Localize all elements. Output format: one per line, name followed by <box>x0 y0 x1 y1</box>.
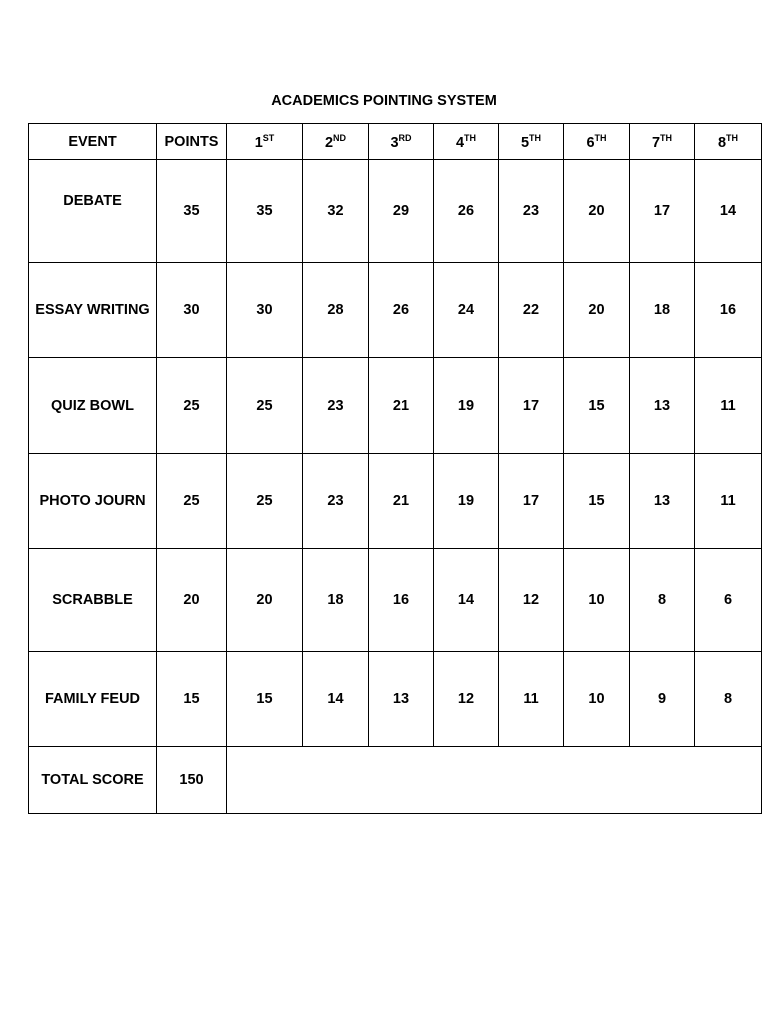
place-value: 18 <box>630 263 695 358</box>
event-points: 25 <box>157 454 227 549</box>
place-value: 18 <box>303 549 369 652</box>
place-value: 11 <box>695 358 762 454</box>
place-value: 29 <box>369 160 434 263</box>
place-value: 16 <box>695 263 762 358</box>
place-value: 10 <box>564 652 630 747</box>
event-points: 15 <box>157 652 227 747</box>
place-value: 23 <box>499 160 564 263</box>
event-name: SCRABBLE <box>29 549 157 652</box>
place-value: 14 <box>695 160 762 263</box>
document-title: ACADEMICS POINTING SYSTEM <box>271 93 497 109</box>
event-name: QUIZ BOWL <box>29 358 157 454</box>
table-row <box>29 263 762 358</box>
place-value: 21 <box>369 358 434 454</box>
place-value: 20 <box>564 160 630 263</box>
place-value: 10 <box>564 549 630 652</box>
total-row <box>29 747 762 814</box>
place-value: 19 <box>434 454 499 549</box>
place-value: 26 <box>369 263 434 358</box>
place-value: 15 <box>564 358 630 454</box>
event-points: 35 <box>157 160 227 263</box>
place-value: 15 <box>564 454 630 549</box>
place-value: 23 <box>303 358 369 454</box>
event-name: FAMILY FEUD <box>29 652 157 747</box>
place-value: 6 <box>695 549 762 652</box>
header-place-3: 3RD <box>369 124 434 160</box>
table-row <box>29 652 762 747</box>
header-place-1: 1ST <box>227 124 303 160</box>
event-points: 25 <box>157 358 227 454</box>
place-value: 13 <box>630 454 695 549</box>
event-name: ESSAY WRITING <box>29 263 157 358</box>
place-value: 11 <box>695 454 762 549</box>
table-row <box>29 549 762 652</box>
pointing-table <box>28 123 762 814</box>
header-event: EVENT <box>29 124 157 160</box>
place-value: 22 <box>499 263 564 358</box>
place-value: 11 <box>499 652 564 747</box>
place-value: 26 <box>434 160 499 263</box>
event-points: 30 <box>157 263 227 358</box>
place-value: 17 <box>499 454 564 549</box>
place-value: 13 <box>369 652 434 747</box>
place-value: 17 <box>499 358 564 454</box>
table-row <box>29 454 762 549</box>
total-points: 150 <box>157 747 227 814</box>
place-value: 19 <box>434 358 499 454</box>
header-points: POINTS <box>157 124 227 160</box>
header-place-6: 6TH <box>564 124 630 160</box>
place-value: 21 <box>369 454 434 549</box>
place-value: 14 <box>434 549 499 652</box>
event-name: DEBATE <box>29 160 157 263</box>
total-label: TOTAL SCORE <box>29 747 157 814</box>
place-value: 12 <box>434 652 499 747</box>
place-value: 15 <box>227 652 303 747</box>
place-value: 14 <box>303 652 369 747</box>
place-value: 8 <box>695 652 762 747</box>
header-row <box>29 124 762 160</box>
place-value: 23 <box>303 454 369 549</box>
place-value: 12 <box>499 549 564 652</box>
header-place-2: 2ND <box>303 124 369 160</box>
header-place-8: 8TH <box>695 124 762 160</box>
header-place-4: 4TH <box>434 124 499 160</box>
total-empty-cell <box>227 747 762 814</box>
place-value: 13 <box>630 358 695 454</box>
place-value: 16 <box>369 549 434 652</box>
place-value: 17 <box>630 160 695 263</box>
place-value: 8 <box>630 549 695 652</box>
place-value: 35 <box>227 160 303 263</box>
place-value: 25 <box>227 358 303 454</box>
event-name: PHOTO JOURN <box>29 454 157 549</box>
place-value: 28 <box>303 263 369 358</box>
place-value: 24 <box>434 263 499 358</box>
place-value: 20 <box>564 263 630 358</box>
place-value: 32 <box>303 160 369 263</box>
place-value: 20 <box>227 549 303 652</box>
place-value: 25 <box>227 454 303 549</box>
header-place-7: 7TH <box>630 124 695 160</box>
header-place-5: 5TH <box>499 124 564 160</box>
table-row <box>29 358 762 454</box>
place-value: 9 <box>630 652 695 747</box>
place-value: 30 <box>227 263 303 358</box>
event-points: 20 <box>157 549 227 652</box>
table-row <box>29 160 762 263</box>
